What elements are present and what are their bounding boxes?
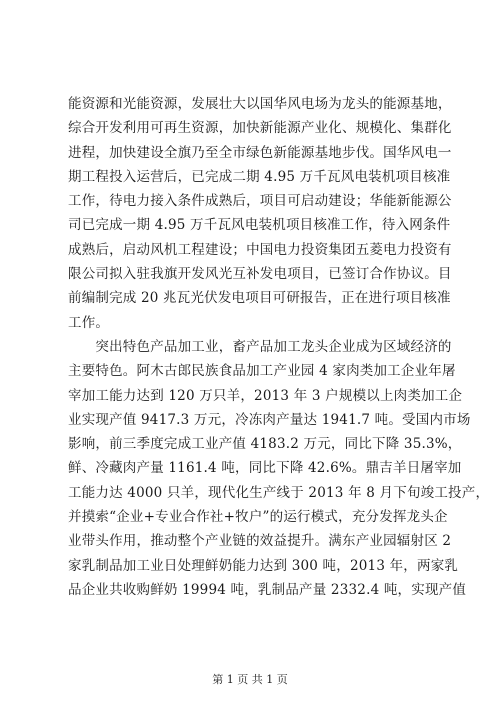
- text-line: 限公司拟入驻我旗开发风光互补发电项目，已签订合作协议。目: [68, 266, 452, 283]
- text-line: 业实现产值 9417.3 万元，冷冻肉产量达 1941.7 吨。受国内市场: [68, 411, 471, 428]
- text-line: 品企业共收购鲜奶 19994 吨，乳制品产量 2332.4 吨，实现产值: [68, 581, 467, 598]
- document-body: [68, 92, 490, 602]
- text-line: 进程，加快建设全旗乃至全市绿色新能源基地步伐。国华风电一: [68, 144, 452, 161]
- text-line: 工作，待电力接入条件成熟后，项目可启动建设；华能新能源公: [68, 193, 452, 210]
- text-line: 能资源和光能资源，发展壮大以国华风电场为龙头的能源基地，: [68, 96, 452, 112]
- text-line: 综合开发利用可再生资源，加快新能源产业化、规模化、集群化: [68, 120, 452, 137]
- text-line: 影响，前三季度完成工业产值 4183.2 万元，同比下降 35.3%，: [68, 436, 462, 453]
- text-line: 前编制完成 20 兆瓦光伏发电项目可研报告，正在进行项目核准: [68, 290, 451, 307]
- page-number-label: 第 1 页 共 1 页: [212, 673, 288, 686]
- text-line: 成熟后，启动风机工程建设；中国电力投资集团五菱电力投资有: [68, 241, 452, 258]
- text-line: 司已完成一期 4.95 万千瓦风电装机项目核准工作，待入网条件: [68, 217, 451, 234]
- text-line: 鲜、冷藏肉产量 1161.4 吨，同比下降 42.6%。鼎吉羊日屠宰加: [68, 460, 462, 477]
- text-line: 工能力达 4000 只羊，现代化生产线于 2013 年 8 月下旬竣工投产，: [68, 484, 490, 501]
- text-line: 宰加工能力达到 120 万只羊，2013 年 3 户规模以上肉类加工企: [68, 387, 463, 404]
- text-line: 并摸索“企业+专业合作社+牧户”的运行模式，充分发挥龙头企: [68, 509, 448, 526]
- text-line: 业带头作用，推动整个产业链的效益提升。满东产业园辐射区 2: [68, 533, 452, 550]
- text-line: 期工程投入运营后，已完成二期 4.95 万千瓦风电装机项目核准: [68, 168, 451, 185]
- text-line: 工作。: [68, 314, 110, 331]
- text-line: 家乳制品加工业日处理鲜奶能力达到 300 吨，2013 年，两家乳: [68, 557, 459, 574]
- text-line: 主要特色。阿木古郎民族食品加工产业园 4 家肉类加工企业年屠: [68, 363, 456, 380]
- page-footer: [0, 673, 500, 687]
- text-line: 突出特色产品加工业，畜产品加工龙头企业成为区域经济的: [68, 338, 452, 355]
